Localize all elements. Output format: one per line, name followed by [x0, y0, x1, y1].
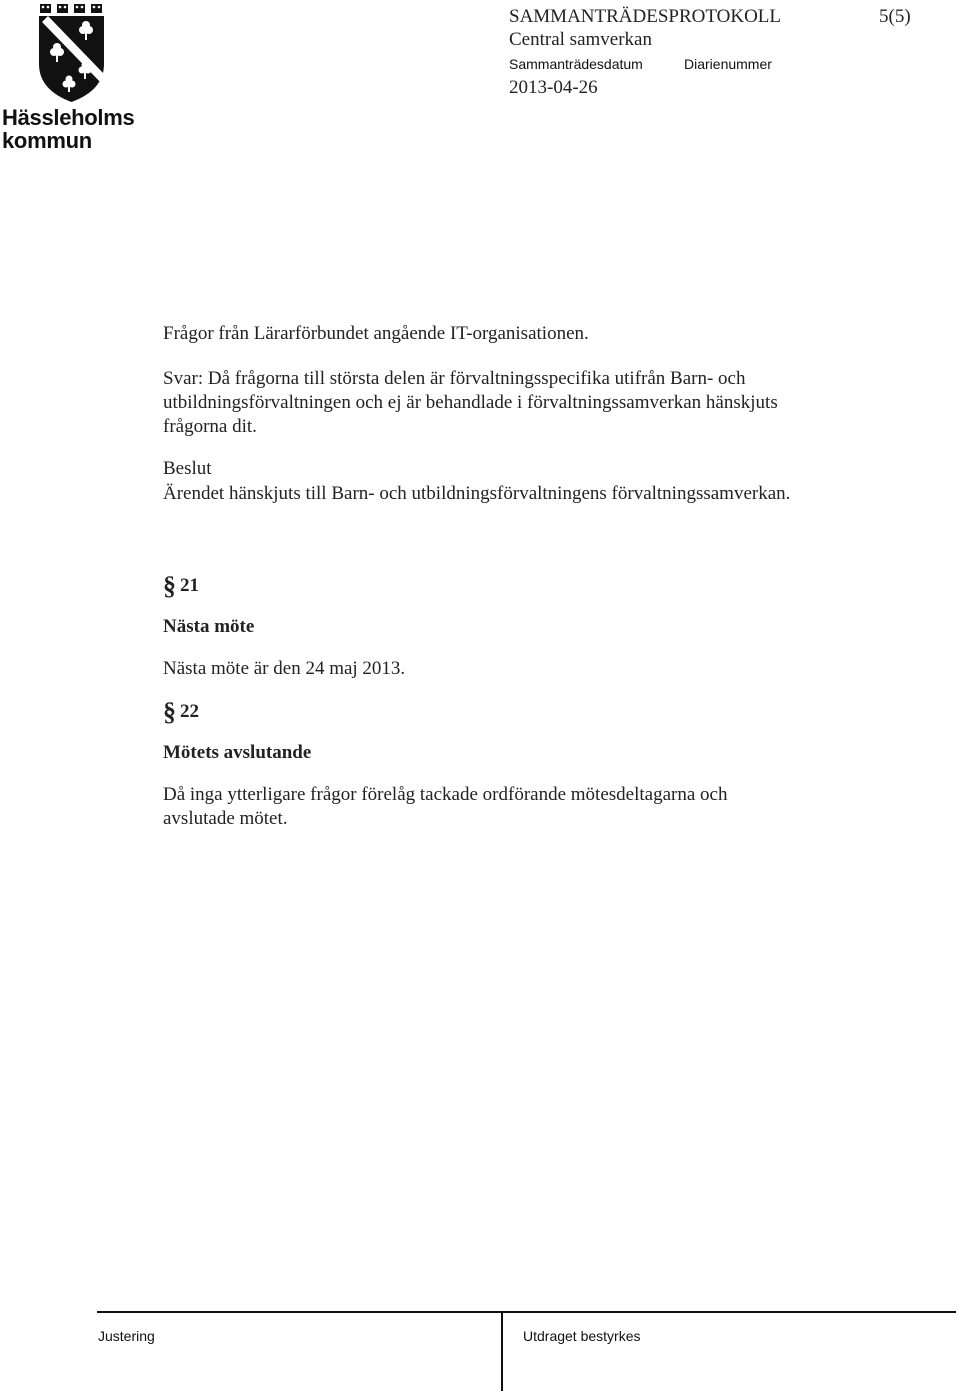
section-number: 22	[180, 701, 199, 722]
section-22-text-line: avslutade mötet.	[163, 808, 288, 829]
municipality-name	[2, 106, 152, 152]
meeting-date: 2013-04-26	[509, 77, 598, 98]
meeting-date-label: Sammanträdesdatum	[509, 56, 643, 72]
answer-line: frågorna dit.	[163, 416, 257, 437]
registry-number-label: Diarienummer	[684, 56, 772, 72]
page-number: 5(5)	[879, 6, 911, 27]
question-text: Frågor från Lärarförbundet angående IT-organisationen.	[163, 323, 589, 344]
footer-vertical-divider	[501, 1311, 503, 1391]
decision-text: Ärendet hänskjuts till Barn- och utbildningsförvaltningens förvaltningssamverkan.	[163, 483, 791, 504]
answer-line: Svar: Då frågorna till största delen är förvaltningsspecifika utifrån Barn- och	[163, 368, 746, 389]
section-22-text-line: Då inga ytterligare frågor förelåg tackade ordförande mötesdeltagarna och	[163, 784, 728, 805]
answer-paragraph	[163, 367, 843, 439]
utdraget-bestyrkes-label: Utdraget bestyrkes	[523, 1328, 641, 1344]
section-symbol: §	[163, 571, 176, 600]
section-21-text: Nästa möte är den 24 maj 2013.	[163, 658, 406, 679]
municipality-logo	[0, 0, 150, 160]
municipality-name-line1: Hässleholms	[2, 105, 135, 130]
section-21-heading: Nästa möte	[163, 616, 255, 637]
section-22-number	[163, 699, 843, 725]
municipality-name-line2: kommun	[2, 128, 92, 153]
section-21-number	[163, 573, 843, 599]
section-22-heading: Mötets avslutande	[163, 742, 312, 763]
section-symbol: §	[163, 697, 176, 726]
answer-line: utbildningsförvaltningen och ej är behandlade i förvaltningssamverkan hänskjuts	[163, 392, 778, 413]
justering-label: Justering	[98, 1328, 155, 1344]
footer-divider	[97, 1311, 956, 1313]
section-22-text	[163, 783, 843, 831]
committee-name: Central samverkan	[509, 29, 652, 50]
coat-of-arms-icon	[38, 4, 108, 104]
section-number: 21	[180, 575, 199, 596]
document-type: SAMMANTRÄDESPROTOKOLL	[509, 6, 782, 27]
decision-heading: Beslut	[163, 458, 212, 479]
